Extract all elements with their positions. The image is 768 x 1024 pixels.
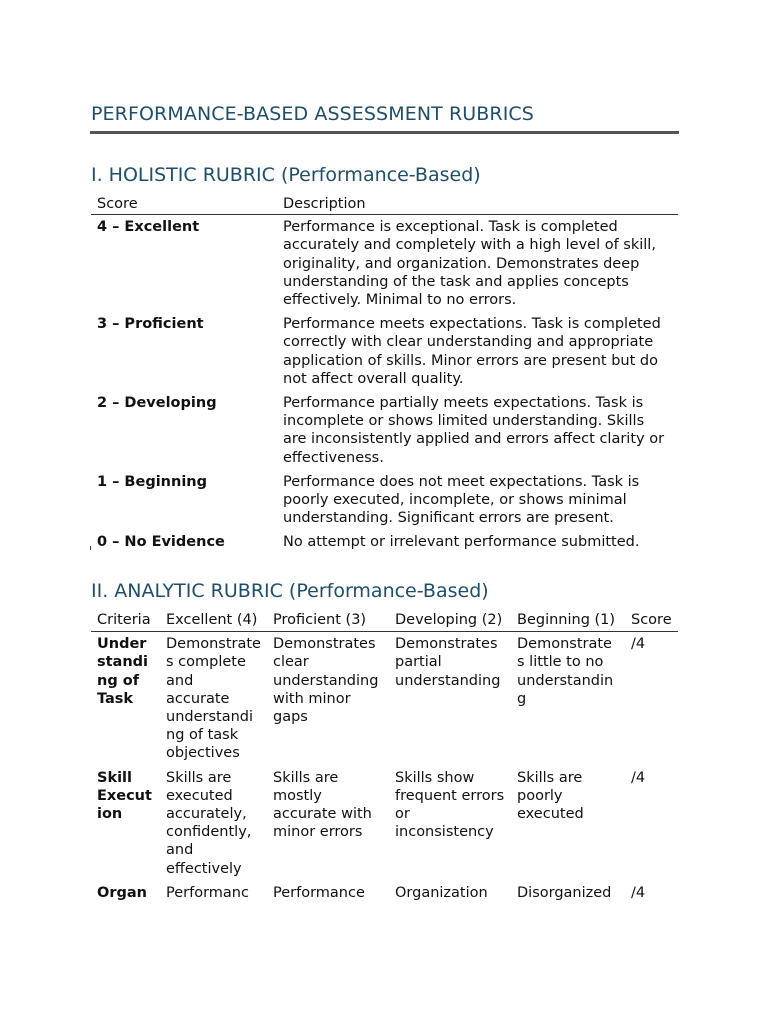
column-header-developing: Developing (2) (389, 611, 511, 632)
developing-cell: Organization (395, 884, 488, 901)
column-header-score: Score (91, 195, 277, 215)
column-header-description: Description (277, 195, 678, 215)
holistic-heading: I. HOLISTIC RUBRIC (Performance-Based) (91, 164, 481, 186)
score-label: 4 – Excellent (97, 219, 200, 236)
proficient-cell: Demonstrates clear understanding with minor gaps (273, 636, 379, 726)
score-description: Performance partially meets expectations. Task is incomplete or shows limited understanding. Skills are inconsistently applied and errors affect clarity or effectiveness. (283, 395, 665, 466)
developing-cell: Demonstrates partial understanding (395, 636, 501, 689)
score-description: Performance meets expectations. Task is completed correctly with clear understanding and appropriate application of skills. Minor errors are present but do not affect overall quality. (283, 316, 661, 387)
criteria-label: Understanding of Task (97, 636, 149, 707)
document-title: PERFORMANCE-BASED ASSESSMENT RUBRICS (91, 103, 534, 125)
analytic-rubric-table (91, 611, 678, 905)
proficient-cell: Performance (273, 884, 365, 901)
excellent-cell: Performanc (166, 884, 249, 901)
developing-cell: Skills show frequent errors or inconsistency (395, 769, 505, 841)
score-description: Performance does not meet expectations. Task is poorly executed, incomplete, or shows minimal understanding. Significant errors are present. (283, 473, 640, 527)
table-row (91, 632, 678, 766)
beginning-cell: Demonstrates little to no understanding (517, 636, 614, 707)
score-label: 1 – Beginning (97, 473, 207, 490)
proficient-cell: Skills are mostly accurate with minor errors (273, 769, 372, 841)
table-row (91, 215, 678, 313)
column-header-proficient: Proficient (3) (267, 611, 389, 632)
criteria-label: Organ (97, 884, 147, 901)
score-cell: /4 (631, 636, 646, 653)
beginning-cell: Disorganized (517, 884, 612, 901)
holistic-rubric-table (91, 195, 678, 555)
excellent-cell: Demonstrates complete and accurate understanding of task objectives (166, 636, 261, 762)
column-header-criteria: Criteria (91, 611, 160, 632)
score-label: 0 – No Evidence (97, 534, 225, 551)
table-header-row (91, 611, 678, 632)
score-description: Performance is exceptional. Task is completed accurately and completely with a high level of skill, originality, and organization. Demonstrates deep understanding of the task and applies concepts effectively. Minimal to no errors. (283, 219, 656, 309)
table-header-row (91, 195, 678, 215)
table-row (91, 766, 678, 881)
score-cell: /4 (631, 884, 646, 901)
table-row (91, 530, 678, 554)
column-header-excellent: Excellent (4) (160, 611, 267, 632)
analytic-heading: II. ANALYTIC RUBRIC (Performance-Based) (91, 580, 489, 602)
table-row (91, 881, 678, 905)
table-row (91, 312, 678, 391)
table-row (91, 470, 678, 531)
margin-mark (90, 546, 91, 550)
column-header-score: Score (625, 611, 678, 632)
criteria-label: Skill Execution (97, 769, 152, 823)
score-description: No attempt or irrelevant performance submitted. (283, 534, 640, 551)
table-row (91, 391, 678, 470)
column-header-beginning: Beginning (1) (511, 611, 625, 632)
beginning-cell: Skills are poorly executed (517, 769, 584, 823)
score-label: 2 – Developing (97, 395, 217, 412)
title-divider (90, 131, 679, 134)
score-cell: /4 (631, 769, 646, 786)
score-label: 3 – Proficient (97, 316, 204, 333)
excellent-cell: Skills are executed accurately, confidently, and effectively (166, 769, 252, 877)
